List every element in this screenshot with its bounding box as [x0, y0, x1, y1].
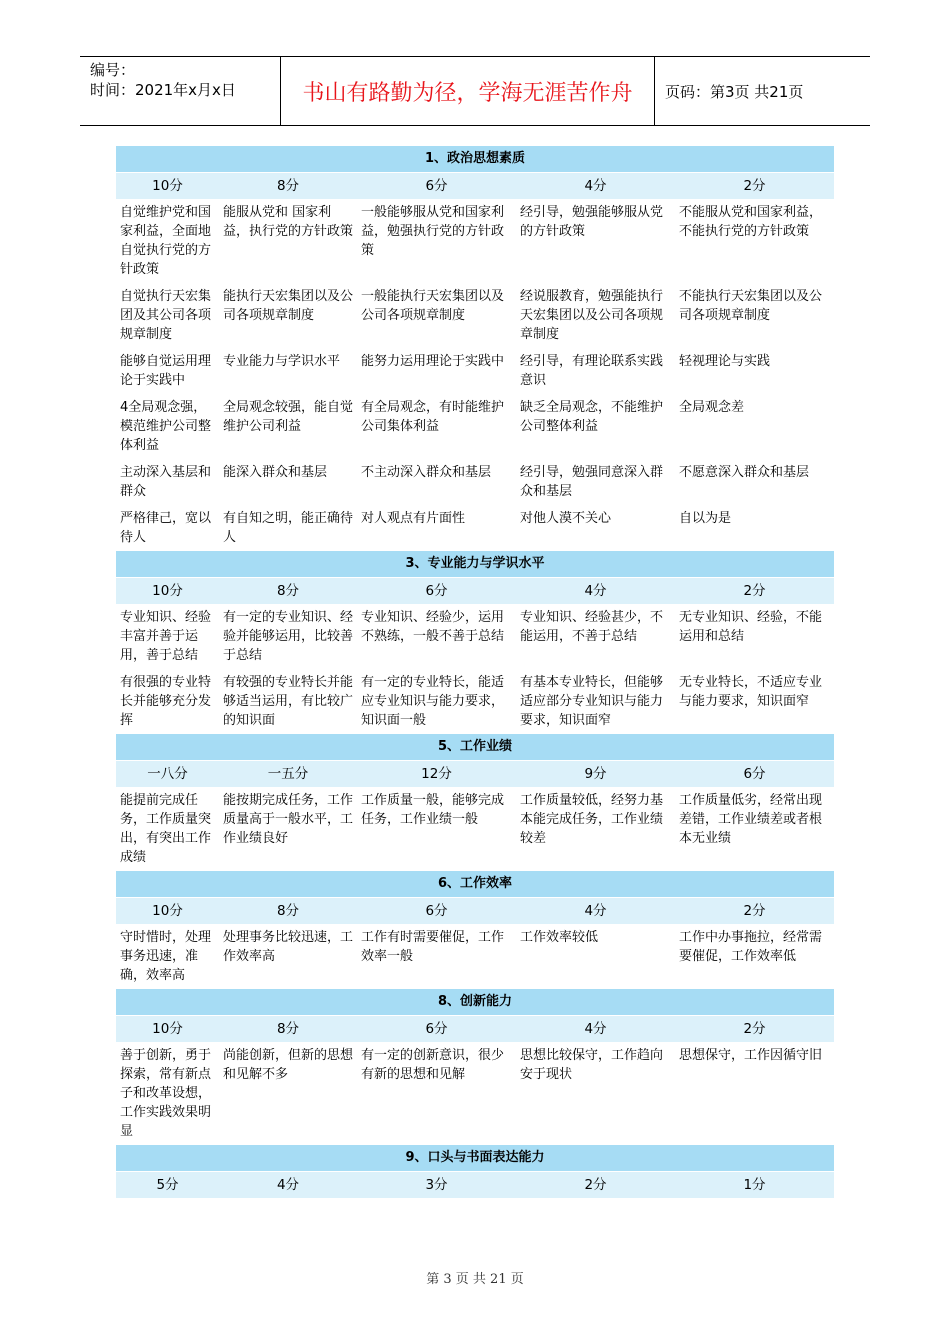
score-header-row: [116, 761, 834, 787]
score-label: 2分: [743, 1021, 766, 1037]
criteria-cell: 专业知识、经验甚少，不能运用，不善于总结: [520, 610, 664, 644]
criteria-cell: 善于创新，勇于探索，常有新点子和改革设想，工作实践效果明显: [120, 1048, 212, 1139]
score-label: 12分: [421, 766, 452, 782]
criteria-cell: 专业知识、经验丰富并善于运用，善于总结: [120, 610, 212, 663]
section-title: 6、工作效率: [116, 871, 834, 897]
score-label: 4分: [584, 903, 607, 919]
criteria-cell: 4全局观念强，模范维护公司整体利益: [120, 400, 212, 453]
criteria-cell: 有一定的创新意识，很少有新的思想和见解: [361, 1048, 505, 1082]
criteria-row: [116, 459, 834, 505]
document-number-label: 编号：: [90, 61, 136, 79]
score-label: 2分: [743, 178, 766, 194]
score-label: 2分: [584, 1177, 607, 1193]
header-page-info: 页码：第3页 共21页: [665, 82, 804, 101]
criteria-row: [116, 1042, 834, 1145]
section-title: 5、工作业绩: [116, 734, 834, 760]
criteria-cell: 工作质量一般，能够完成任务，工作业绩一般: [361, 793, 505, 827]
criteria-cell: 能按期完成任务，工作质量高于一般水平，工作业绩良好: [223, 793, 354, 846]
criteria-cell: 全局观念差: [679, 400, 745, 415]
score-label: 8分: [276, 178, 300, 194]
criteria-cell: 经引导，勉强同意深入群众和基层: [520, 465, 664, 499]
criteria-cell: 能执行天宏集团以及公司各项规章制度: [223, 289, 354, 323]
criteria-cell: 无专业特长，不适应专业与能力要求，知识面窄: [679, 675, 823, 709]
score-label: 1分: [743, 1177, 766, 1193]
criteria-row: [116, 199, 834, 283]
section-title: 3、专业能力与学识水平: [116, 551, 834, 577]
score-label: 4分: [584, 178, 607, 194]
section-title: 8、创新能力: [116, 989, 834, 1015]
criteria-cell: 对他人漠不关心: [520, 511, 612, 526]
criteria-cell: 工作效率较低: [520, 930, 599, 945]
score-label: 6分: [425, 903, 448, 919]
score-label: 一八分: [147, 766, 188, 782]
criteria-cell: 工作质量较低，经努力基本能完成任务，工作业绩较差: [520, 793, 664, 846]
criteria-cell: 有较强的专业特长并能够适当运用，有比较广的知识面: [223, 675, 354, 728]
score-label: 5分: [156, 1177, 179, 1193]
score-label: 10分: [152, 903, 183, 919]
criteria-cell: 全局观念较强，能自觉维护公司利益: [223, 400, 354, 434]
score-label: 8分: [276, 903, 300, 919]
score-label: 一五分: [267, 766, 309, 782]
criteria-cell: 自觉执行天宏集团及其公司各项规章制度: [120, 289, 212, 342]
criteria-cell: 自以为是: [679, 511, 732, 526]
criteria-cell: 处理事务比较迅速，工作效率高: [223, 930, 354, 964]
criteria-cell: 有自知之明，能正确待人: [223, 511, 354, 545]
criteria-cell: 工作中办事拖拉，经常需要催促，工作效率低: [679, 930, 823, 964]
criteria-cell: 一般能够服从党和国家利益，勉强执行党的方针政策: [361, 205, 505, 258]
criteria-cell: 有很强的专业特长并能够充分发挥: [120, 675, 212, 728]
criteria-cell: 能够自觉运用理论于实践中: [120, 354, 212, 388]
criteria-cell: 有基本专业特长，但能够适应部分专业知识与能力要求，知识面窄: [520, 675, 664, 728]
score-label: 6分: [425, 1021, 448, 1037]
score-label: 8分: [276, 1021, 300, 1037]
criteria-cell: 有全局观念，有时能维护公司集体利益: [361, 400, 505, 434]
criteria-row: [116, 787, 834, 871]
criteria-row: [116, 283, 834, 348]
score-label: 6分: [425, 583, 448, 599]
criteria-cell: 专业能力与学识水平: [223, 354, 341, 369]
score-label: 4分: [584, 583, 607, 599]
criteria-cell: 工作质量低劣，经常出现差错，工作业绩差或者根本无业绩: [679, 793, 823, 846]
criteria-cell: 思想比较保守，工作趋向安于现状: [520, 1048, 664, 1082]
criteria-cell: 不主动深入群众和基层: [361, 465, 492, 480]
criteria-cell: 专业知识、经验少，运用不熟练，一般不善于总结: [361, 610, 505, 644]
evaluation-table: [116, 146, 834, 1198]
score-label: 6分: [425, 178, 448, 194]
score-label: 3分: [425, 1177, 448, 1193]
criteria-cell: 轻视理论与实践: [679, 354, 771, 369]
score-label: 10分: [152, 583, 183, 599]
score-label: 6分: [743, 766, 766, 782]
criteria-cell: 能深入群众和基层: [223, 465, 328, 480]
header-motto: 书山有路勤为径，学海无涯苦作舟: [280, 57, 655, 125]
criteria-row: [116, 669, 834, 734]
criteria-cell: 经引导，有理论联系实践意识: [520, 354, 664, 388]
criteria-cell: 不能服从党和国家利益，不能执行党的方针政策: [679, 205, 823, 239]
criteria-cell: 有一定的专业特长，能适应专业知识与能力要求，知识面一般: [361, 675, 505, 728]
score-label: 4分: [584, 1021, 607, 1037]
criteria-cell: 严格律己，宽以待人: [120, 511, 212, 545]
criteria-cell: 工作有时需要催促，工作效率一般: [361, 930, 505, 964]
criteria-row: [116, 348, 834, 394]
page-header: [80, 56, 870, 126]
score-label: 8分: [276, 583, 300, 599]
section-title: 9、口头与书面表达能力: [116, 1145, 834, 1171]
criteria-cell: 尚能创新，但新的思想和见解不多: [223, 1048, 354, 1082]
header-meta: [80, 57, 280, 125]
criteria-cell: 不愿意深入群众和基层: [679, 465, 810, 480]
score-label: 9分: [584, 766, 607, 782]
score-label: 2分: [743, 903, 766, 919]
criteria-cell: 思想保守，工作因循守旧: [679, 1048, 823, 1063]
score-label: 10分: [152, 178, 183, 194]
criteria-cell: 一般能执行天宏集团以及公司各项规章制度: [361, 289, 505, 323]
document-time-label: 时间：2021年x月x日: [90, 81, 236, 99]
score-header-row: [116, 1016, 834, 1042]
criteria-cell: 自觉维护党和国家利益，全面地自觉执行党的方针政策: [120, 205, 212, 277]
score-header-row: [116, 1172, 834, 1198]
criteria-cell: 守时惜时，处理事务迅速，准确，效率高: [120, 930, 212, 983]
criteria-row: [116, 924, 834, 989]
score-header-row: [116, 173, 834, 199]
criteria-cell: 能服从党和 国家利益，执行党的方针政策: [223, 205, 354, 239]
criteria-cell: 能努力运用理论于实践中: [361, 354, 505, 369]
score-header-row: [116, 578, 834, 604]
criteria-row: [116, 604, 834, 669]
criteria-cell: 缺乏全局观念，不能维护公司整体利益: [520, 400, 664, 434]
score-label: 10分: [152, 1021, 183, 1037]
criteria-cell: 不能执行天宏集团以及公司各项规章制度: [679, 289, 823, 323]
criteria-cell: 对人观点有片面性: [361, 511, 466, 526]
criteria-cell: 有一定的专业知识、经验并能够运用，比较善于总结: [223, 610, 354, 663]
score-label: 2分: [743, 583, 766, 599]
section-title: 1、政治思想素质: [116, 146, 834, 172]
score-header-row: [116, 898, 834, 924]
page-footer: 第 3 页 共 21 页: [426, 1272, 524, 1287]
criteria-cell: 无专业知识、经验，不能运用和总结: [679, 610, 823, 644]
criteria-cell: 经引导，勉强能够服从党的方针政策: [520, 205, 664, 239]
score-label: 4分: [276, 1177, 300, 1193]
criteria-row: [116, 394, 834, 459]
criteria-cell: 主动深入基层和群众: [120, 465, 212, 499]
criteria-cell: 经说服教育，勉强能执行天宏集团以及公司各项规章制度: [520, 289, 664, 342]
criteria-row: [116, 505, 834, 551]
criteria-cell: 能提前完成任务，工作质量突出，有突出工作成绩: [120, 793, 212, 865]
